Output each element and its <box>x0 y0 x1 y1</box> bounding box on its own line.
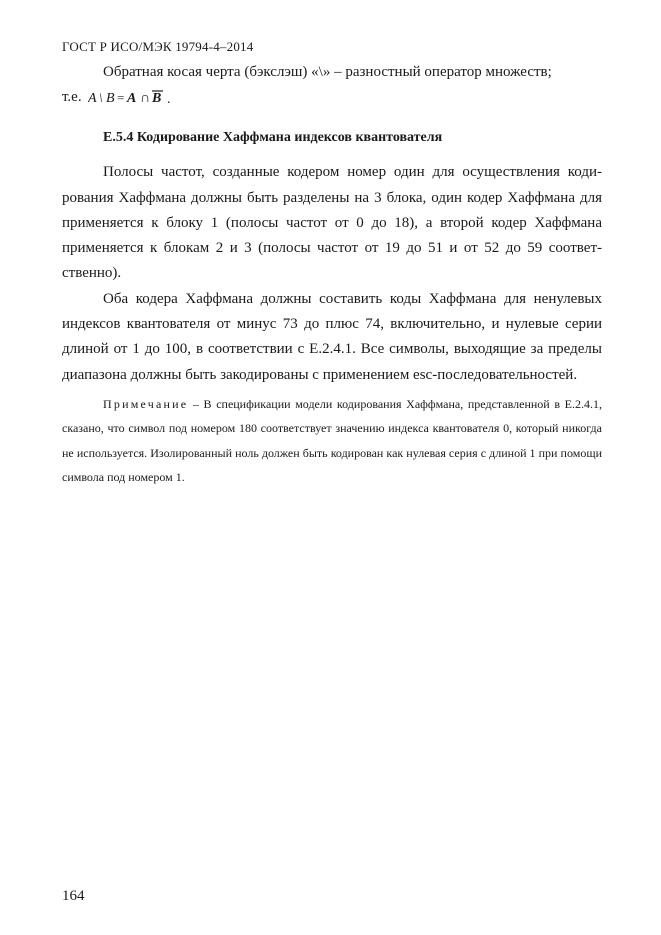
note-text: – В спецификации модели кодирования Хаффмана, представленной в Е.2.4.1, сказано, что символ под номером 180 соответствует значению индекса квантователя 0, который никогда не используется. Изолированный ноль должен быть кодирован как нулевая серия с длиной 1 при помощи символа под номером 1. <box>62 396 602 485</box>
page-content <box>62 60 602 490</box>
formula-symbol-b2: B <box>151 90 161 106</box>
formula-intersection: ∩ <box>139 90 150 106</box>
document-header: ГОСТ Р ИСО/МЭК 19794-4–2014 <box>62 39 254 54</box>
formula-prefix: т.е. <box>62 89 82 106</box>
formula-symbol-b1: B <box>105 90 115 106</box>
note-label: Примечание <box>103 396 189 411</box>
page-number: 164 <box>62 888 85 904</box>
formula-symbol-a2: A <box>126 90 136 106</box>
intro-line: Обратная косая черта (бэкслэш) «\» – разностный оператор множеств; <box>103 64 552 80</box>
section-heading: Е.5.4 Кодирование Хаффмана индексов квантователя <box>103 130 443 146</box>
formula-equals: = <box>116 89 124 105</box>
paragraph-1: Полосы частот, созданные кодером номер один для осуществления кодирования Хаффмана должны быть разделены на 3 блока, один кодер Хаффмана для применяется к блоку 1 (полосы частот от 0 до 18), а второй кодер Хаффмана применяется к блокам 2 и 3 (полосы частот от 19 до 51 и от 52 до 59 соответственно). <box>62 164 602 282</box>
formula-period: . <box>166 91 171 107</box>
paragraph-2: Оба кодера Хаффмана должны составить коды Хаффмана для ненулевых индексов квантователя от минус 73 до плюс 74, включительно, и нулевые серии длиной от 1 до 100, в соответствии с Е.2.4.1. Все символы, выходящие за пределы диапазона должны быть закодированы с применением esc-последовательностей. <box>62 290 602 383</box>
formula-symbol-a1: A <box>87 90 97 106</box>
formula-line <box>62 85 602 110</box>
formula-backslash: \ <box>98 89 103 105</box>
set-difference-formula <box>88 89 174 107</box>
note <box>62 392 602 490</box>
